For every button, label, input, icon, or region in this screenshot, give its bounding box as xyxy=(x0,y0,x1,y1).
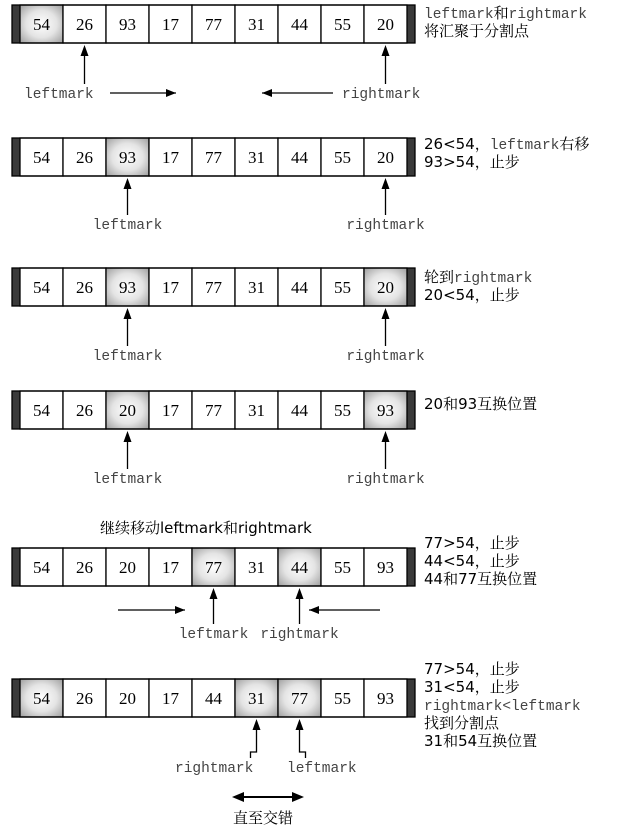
array-right-cap xyxy=(407,138,415,176)
cell-value: 44 xyxy=(291,148,308,167)
step-note: 31<54，止步 xyxy=(424,678,520,696)
cell-value: 44 xyxy=(291,15,308,34)
array-left-cap xyxy=(12,548,20,586)
rightmark-pointer-arrowhead xyxy=(296,588,304,599)
cell-value: 77 xyxy=(205,558,222,577)
leftmark-pointer-arrowhead xyxy=(124,178,132,189)
step-note: 44和77互换位置 xyxy=(424,570,538,588)
array-left-cap xyxy=(12,5,20,43)
cell-value: 20 xyxy=(119,558,136,577)
step-2 xyxy=(12,135,589,234)
cell-value: 26 xyxy=(76,15,93,34)
step-5 xyxy=(12,534,537,643)
cell-value: 93 xyxy=(377,558,394,577)
array-left-cap xyxy=(12,268,20,306)
step-note: 20和93互换位置 xyxy=(424,395,538,413)
leftmark-label: leftmark xyxy=(92,472,163,488)
cell-value: 20 xyxy=(377,148,394,167)
crossing-left-arrowhead xyxy=(232,792,244,802)
cell-value: 31 xyxy=(248,689,265,708)
cell-value: 17 xyxy=(162,689,179,708)
cell-value: 26 xyxy=(76,148,93,167)
step-note: 找到分割点 xyxy=(424,714,500,732)
cell-value: 26 xyxy=(76,278,93,297)
cell-value: 26 xyxy=(76,401,93,420)
rightmark-label: rightmark xyxy=(260,627,339,643)
cell-value: 54 xyxy=(33,148,50,167)
leftmark-label: leftmark xyxy=(24,87,94,103)
cell-value: 55 xyxy=(334,689,351,708)
cell-value: 55 xyxy=(334,148,351,167)
array-left-cap xyxy=(12,679,20,717)
step-4 xyxy=(12,391,537,488)
cell-value: 93 xyxy=(119,15,136,34)
cell-value: 93 xyxy=(377,689,394,708)
step-note: 77>54，止步 xyxy=(424,660,520,678)
cell-value: 31 xyxy=(248,401,265,420)
rightmark-label: rightmark xyxy=(346,218,425,234)
step-note: 93>54，止步 xyxy=(424,153,520,171)
step-note: 44<54，止步 xyxy=(424,552,520,570)
cell-value: 31 xyxy=(248,15,265,34)
cell-value: 31 xyxy=(248,558,265,577)
cell-value: 77 xyxy=(205,15,222,34)
step-3 xyxy=(12,268,532,365)
cell-value: 17 xyxy=(162,15,179,34)
crossover-caption: 直至交错 xyxy=(233,809,294,827)
cell-value: 55 xyxy=(334,558,351,577)
step-note: 26<54，leftmark右移 xyxy=(424,135,590,154)
cell-value: 20 xyxy=(377,278,394,297)
rightmark-pointer-arrowhead xyxy=(253,719,261,730)
cell-value: 31 xyxy=(248,148,265,167)
leftmark-label: leftmark xyxy=(92,349,163,365)
step-note: leftmark和rightmark xyxy=(424,4,587,23)
step-6 xyxy=(12,660,581,777)
move-left-arrowhead xyxy=(309,606,319,614)
rightmark-pointer-arrowhead xyxy=(382,178,390,189)
cell-value: 77 xyxy=(205,401,222,420)
rightmark-pointer-arrowhead xyxy=(382,308,390,319)
cell-value: 26 xyxy=(76,558,93,577)
array-right-cap xyxy=(407,391,415,429)
rightmark-pointer-arrowhead xyxy=(382,431,390,442)
leftmark-label: leftmark xyxy=(178,627,249,643)
leftmark-label: leftmark xyxy=(287,761,357,777)
cell-value: 54 xyxy=(33,558,50,577)
cell-value: 44 xyxy=(291,278,308,297)
cell-value: 54 xyxy=(33,15,50,34)
rightmark-label: rightmark xyxy=(346,349,425,365)
rightmark-label: rightmark xyxy=(346,472,425,488)
leftmark-pointer-arrowhead xyxy=(81,45,89,56)
cell-value: 20 xyxy=(119,689,136,708)
step5-title: 继续移动leftmark和rightmark xyxy=(100,519,312,537)
cell-value: 93 xyxy=(119,278,136,297)
cell-value: 17 xyxy=(162,401,179,420)
leftmark-pointer-arrowhead xyxy=(124,431,132,442)
cell-value: 55 xyxy=(334,15,351,34)
cell-value: 20 xyxy=(377,15,394,34)
cell-value: 44 xyxy=(291,558,308,577)
leftmark-pointer-arrowhead xyxy=(124,308,132,319)
crossing-right-arrowhead xyxy=(292,792,304,802)
cell-value: 54 xyxy=(33,278,50,297)
array-right-cap xyxy=(407,268,415,306)
cell-value: 77 xyxy=(205,148,222,167)
leftmark-pointer-arrowhead xyxy=(296,719,304,730)
cell-value: 17 xyxy=(162,278,179,297)
cell-value: 77 xyxy=(291,689,308,708)
rightmark-label: rightmark xyxy=(342,87,421,103)
cell-value: 54 xyxy=(33,689,50,708)
step-note: 20<54，止步 xyxy=(424,286,520,304)
rightmark-label: rightmark xyxy=(175,761,254,777)
cell-value: 54 xyxy=(33,401,50,420)
cell-value: 44 xyxy=(291,401,308,420)
step-note: 将汇聚于分割点 xyxy=(424,22,530,40)
cell-value: 77 xyxy=(205,278,222,297)
cell-value: 55 xyxy=(334,401,351,420)
rightmark-pointer-line xyxy=(251,727,257,758)
cell-value: 31 xyxy=(248,278,265,297)
array-right-cap xyxy=(407,679,415,717)
array-left-cap xyxy=(12,138,20,176)
step-note: 轮到rightmark xyxy=(424,268,533,287)
array-right-cap xyxy=(407,5,415,43)
leftmark-pointer-line xyxy=(300,727,306,758)
cell-value: 17 xyxy=(162,148,179,167)
cell-value: 93 xyxy=(377,401,394,420)
cell-value: 44 xyxy=(205,689,222,708)
cell-value: 55 xyxy=(334,278,351,297)
step-1 xyxy=(12,4,587,103)
cell-value: 17 xyxy=(162,558,179,577)
move-right-arrowhead xyxy=(175,606,185,614)
cell-value: 26 xyxy=(76,689,93,708)
array-right-cap xyxy=(407,548,415,586)
step-note: 31和54互换位置 xyxy=(424,732,538,750)
move-right-arrowhead xyxy=(166,89,176,97)
array-left-cap xyxy=(12,391,20,429)
step-note: rightmark<leftmark xyxy=(424,699,581,715)
cell-value: 20 xyxy=(119,401,136,420)
leftmark-pointer-arrowhead xyxy=(210,588,218,599)
rightmark-pointer-arrowhead xyxy=(382,45,390,56)
cell-value: 93 xyxy=(119,148,136,167)
move-left-arrowhead xyxy=(262,89,272,97)
leftmark-label: leftmark xyxy=(92,218,163,234)
step-note: 77>54，止步 xyxy=(424,534,520,552)
crossing-double-arrow xyxy=(232,792,304,802)
